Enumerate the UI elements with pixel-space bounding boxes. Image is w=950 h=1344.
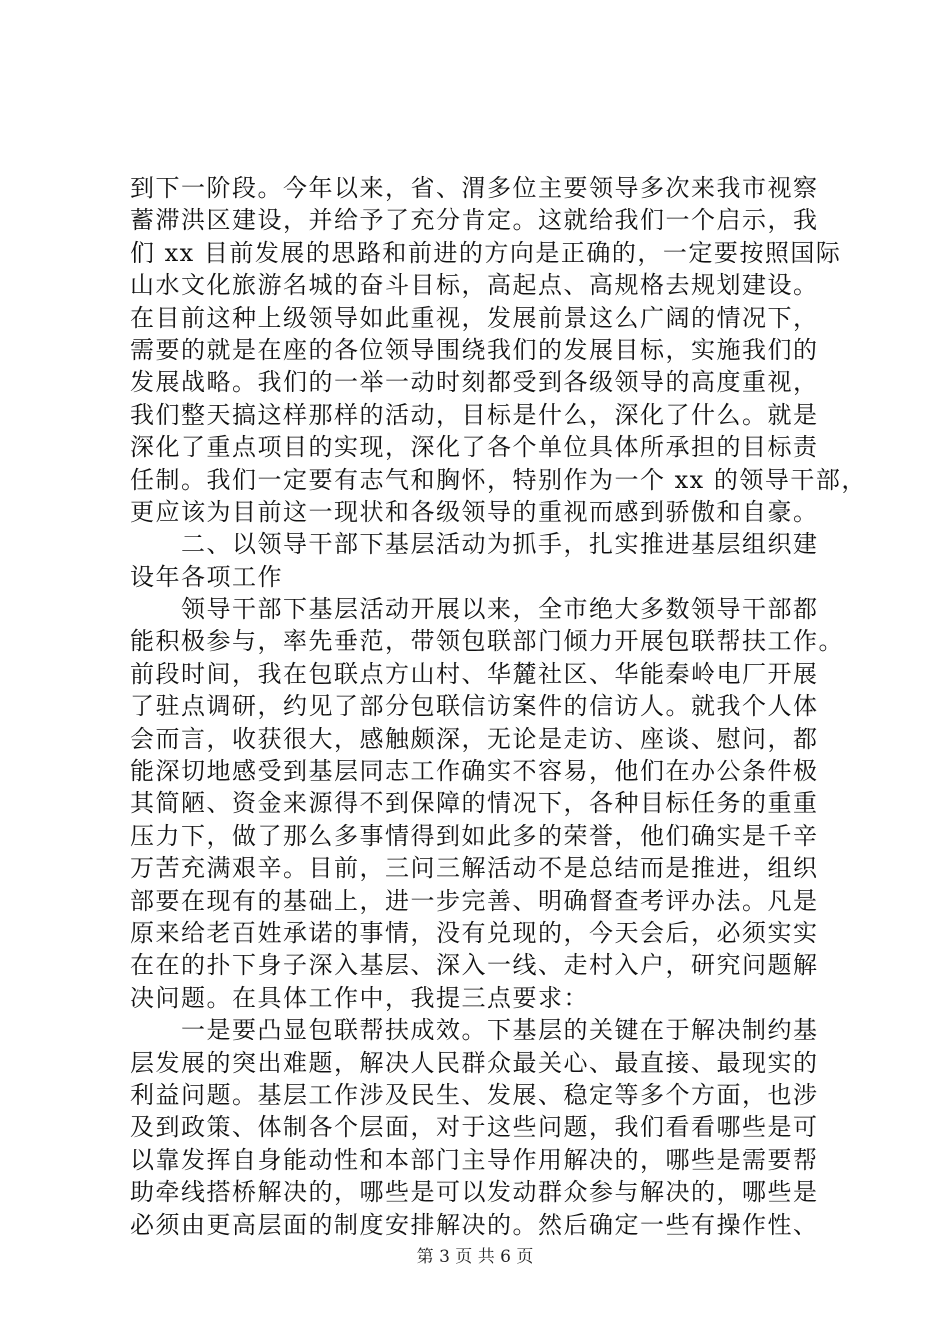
text-line: 会而言，收获很大，感触颇深，无论是走访、座谈、慰问，都 xyxy=(130,724,819,753)
section-heading-line: 设年各项工作 xyxy=(130,562,283,591)
text-line: 在在的扑下身子深入基层、深入一线、走村入户，研究问题解 xyxy=(130,951,819,980)
text-line: 任制。我们一定要有志气和胸怀，特别作为一个 xx 的领导干部， xyxy=(130,465,867,494)
text-line: 决问题。在具体工作中，我提三点要求： xyxy=(130,983,589,1012)
text-line: 其简陋、资金来源得不到保障的情况下，各种目标任务的重重 xyxy=(130,789,819,818)
text-line: 及到政策、体制各个层面，对于这些问题，我们看看哪些是可 xyxy=(130,1113,819,1142)
text-line: 必须由更高层面的制度安排解决的。然后确定一些有操作性、 xyxy=(130,1210,819,1239)
text-line: 到下一阶段。今年以来，省、渭多位主要领导多次来我市视察 xyxy=(130,174,819,202)
text-line: 更应该为目前这一现状和各级领导的重视而感到骄傲和自豪。 xyxy=(130,497,819,526)
section-heading-line: 二、以领导干部下基层活动为抓手，扎实推进基层组织建 xyxy=(130,530,819,559)
text-line: 部要在现有的基础上，进一步完善、明确督查考评办法。凡是 xyxy=(130,886,819,915)
text-line: 层发展的突出难题，解决人民群众最关心、最直接、最现实的 xyxy=(130,1048,819,1077)
text-line: 原来给老百姓承诺的事情，没有兑现的，今天会后，必须实实 xyxy=(130,918,819,947)
text-line: 发展战略。我们的一举一动时刻都受到各级领导的高度重视， xyxy=(130,368,819,397)
text-line: 利益问题。基层工作涉及民生、发展、稳定等多个方面，也涉 xyxy=(130,1080,819,1109)
text-line: 蓄滞洪区建设，并给予了充分肯定。这就给我们一个启示，我 xyxy=(130,206,819,235)
text-line: 我们整天搞这样那样的活动，目标是什么，深化了什么。就是 xyxy=(130,400,819,429)
text-line: 领导干部下基层活动开展以来，全市绝大多数领导干部都 xyxy=(130,595,819,624)
text-line: 深化了重点项目的实现，深化了各个单位具体所承担的目标责 xyxy=(130,433,819,462)
text-line: 一是要凸显包联帮扶成效。下基层的关键在于解决制约基 xyxy=(130,1016,819,1045)
text-line: 万苦充满艰辛。目前，三问三解活动不是总结而是推进，组织 xyxy=(130,854,819,883)
text-line: 压力下，做了那么多事情得到如此多的荣誉，他们确实是千辛 xyxy=(130,821,819,850)
text-line: 能积极参与，率先垂范，带领包联部门倾力开展包联帮扶工作。 xyxy=(130,627,844,656)
text-line: 助牵线搭桥解决的，哪些是可以发动群众参与解决的，哪些是 xyxy=(130,1178,819,1207)
text-line: 前段时间，我在包联点方山村、华麓社区、华能秦岭电厂开展 xyxy=(130,659,819,688)
body-text xyxy=(130,172,867,1241)
page-number-footer: 第 3 页 共 6 页 xyxy=(416,1247,534,1267)
text-line: 了驻点调研，约见了部分包联信访案件的信访人。就我个人体 xyxy=(130,692,819,721)
text-line: 以靠发挥自身能动性和本部门主导作用解决的，哪些是需要帮 xyxy=(130,1145,819,1174)
text-line: 山水文化旅游名城的奋斗目标，高起点、高规格去规划建设。 xyxy=(130,271,819,300)
text-line: 在目前这种上级领导如此重视，发展前景这么广阔的情况下， xyxy=(130,303,819,332)
text-line: 需要的就是在座的各位领导围绕我们的发展目标，实施我们的 xyxy=(130,335,819,364)
text-line: 能深切地感受到基层同志工作确实不容易，他们在办公条件极 xyxy=(130,757,819,786)
text-line: 们 xx 目前发展的思路和前进的方向是正确的，一定要按照国际 xyxy=(130,238,842,267)
